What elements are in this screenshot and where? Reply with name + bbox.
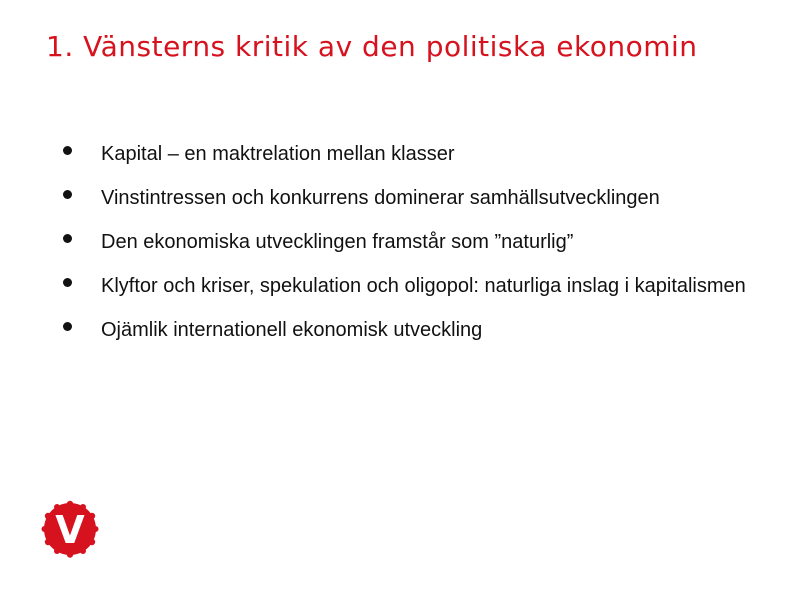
bullet-text: Ojämlik internationell ekonomisk utveckling: [101, 319, 483, 341]
bullet-item: [60, 318, 760, 342]
bullet-dot-icon: [63, 278, 72, 287]
bullet-item: [60, 142, 760, 166]
bullet-text: Klyftor och kriser, spekulation och oligopol: naturliga inslag i kapitalismen: [101, 275, 746, 297]
bullet-text: Den ekonomiska utvecklingen framstår som ”naturlig”: [101, 231, 574, 253]
bullet-text: Kapital – en maktrelation mellan klasser: [101, 143, 455, 165]
bullet-dot-icon: [63, 322, 72, 331]
bullet-item: [60, 186, 760, 210]
party-logo-icon: [38, 497, 102, 561]
bullet-text: Vinstintressen och konkurrens dominerar samhällsutvecklingen: [101, 187, 660, 209]
bullet-item: [60, 274, 760, 298]
bullet-item: [60, 230, 760, 254]
bullet-dot-icon: [63, 234, 72, 243]
logo-letter: V: [55, 508, 85, 552]
bullet-dot-icon: [63, 190, 72, 199]
bullet-list: [60, 142, 760, 362]
slide-title: 1. Vänsterns kritik av den politiska ekonomin: [46, 30, 698, 63]
bullet-dot-icon: [63, 146, 72, 155]
